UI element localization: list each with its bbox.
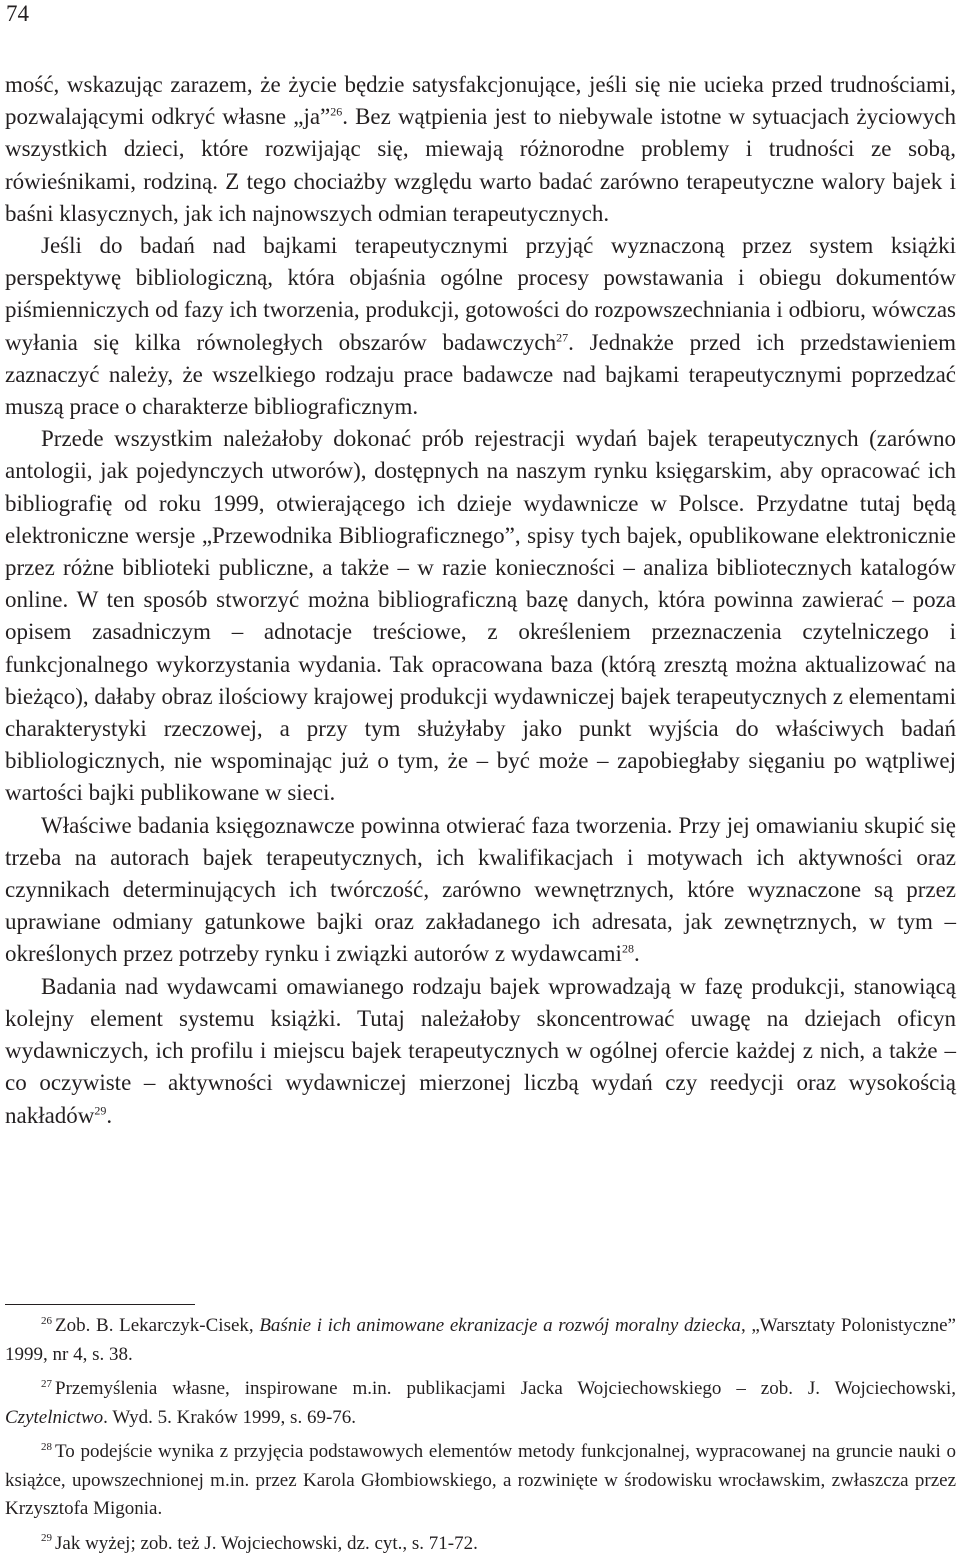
paragraph-1	[5, 69, 956, 230]
footnote-number: 29	[41, 1532, 52, 1545]
footnotes	[5, 1312, 956, 1564]
paragraph-text: . Bez wątpienia jest to niebywale istotne w sytuacjach życiowych wszystkich dzieci, które rozwijając się, miewają różnorodne problemy i trudności ze sobą, rówieśnikami, rodziną. Z tego chociażby względu warto badać zarówno terapeutyczne walory bajek i baśni klasycznych, jak ich najnowszych odmian terapeutycznych.	[5, 104, 956, 226]
paragraph-text: mość, wskazując zarazem, że życie będzie satysfakcjonujące, jeśli się nie ucieka przed trudnościami, pozwalającymi odkryć własne „ja”	[5, 72, 956, 130]
footnote-divider	[5, 1304, 195, 1305]
footnote-number: 26	[41, 1314, 52, 1327]
footnote-title: Czytelnictwo	[5, 1406, 104, 1428]
paragraph-text: Jeśli do badań nad bajkami terapeutycznymi przyjąć wyznaczoną przez system książki perspektywę bibliologiczną, która objaśnia ogólne procesy powstawania i obiegu dokumentów piśmienniczych od fazy ich tworzenia, produkcji, gotowości do rozpowszechniania i odbioru, wówczas wyłania się kilka równoległych obszarów badawczych	[5, 233, 956, 355]
footnote-number: 28	[41, 1440, 52, 1453]
footnote-text: Przemyślenia własne, inspirowane m.in. publikacjami Jacka Wojciechowskiego – zob. J. Wojciechowski,	[55, 1378, 956, 1399]
footnote-number: 27	[41, 1377, 52, 1390]
paragraph-text: Badania nad wydawcami omawianego rodzaju bajek wprowadzają w fazę produkcji, stanowiącą kolejny element systemu książki. Tutaj należałoby skoncentrować uwagę na dziejach oficyn wydawniczych, ich profilu i miejscu bajek terapeutycznych w ogólnej ofercie każdej z nich, a także – co oczywiste – aktywności wydawniczej mierzonej liczbą wydań czy reedycji oraz wysokością nakładów	[5, 973, 956, 1128]
paragraph-4	[5, 810, 956, 971]
page-number: 74	[6, 1, 29, 26]
paragraph-2	[5, 230, 956, 423]
footnote-text: . Wyd. 5. Kraków 1999, s. 69-76.	[103, 1406, 357, 1428]
paragraph-text: .	[633, 941, 640, 967]
paragraph-text: .	[106, 1102, 113, 1128]
paragraph-text: Przede wszystkim należałoby dokonać prób rejestracji wydań bajek terapeutycznych (zarówno antologii, jak pojedynczych utworów), dostępnych na naszym rynku księgarskim, aby opracować ich bibliografię od roku 1999, otwierającego ich dzieje wydawnicze w Polsce. Przydatne tutaj będą elektroniczne wersje „Przewodnika Bibliograficznego”, spisy tych bajek, opublikowane elektronicznie przez różne biblioteki publiczne, a także – w razie konieczności – analiza bibliotecznych katalogów online. W ten sposób stworzyć można bibliograficzną bazę danych, która powinna zawierać – poza opisem zasadniczym – adnotacje treściowe, z określeniem przeznaczenia czytelniczego i funkcjonalnego wykorzystania wydania. Tak opracowana baza (którą zresztą można aktualizować na bieżąco), dałaby obraz ilościowy krajowej produkcji wydawniczej bajek terapeutycznych z elementami charakterystyki rzeczowej, a przy tym służyłaby jako punkt wyjścia do właściwych badań bibliologicznych, nie wspominając już o tym, że – być może – zapobiegłaby sięganiu po wątpliwej wartości bajki publikowane w sieci.	[5, 426, 956, 806]
paragraph-text: . Jednakże przed ich przedstawieniem zaznaczyć należy, że wszelkiego rodzaju prace badawcze nad bajkami terapeutycznymi poprzedzać muszą prace o charakterze bibliograficznym.	[5, 329, 956, 420]
footnote-27	[5, 1375, 956, 1432]
footnote-ref-29[interactable]: 29	[94, 1102, 107, 1117]
paragraph-3	[5, 423, 956, 809]
footnote-text: Jak wyżej; zob. też J. Wojciechowski, dz. cyt., s. 71-72.	[55, 1532, 478, 1554]
body-text	[5, 69, 956, 1132]
paragraph-5	[5, 971, 956, 1132]
paragraph-text: Właściwe badania księgoznawcze powinna otwierać faza tworzenia. Przy jej omawianiu skupić się trzeba na autorach bajek terapeutycznych, ich kwalifikacjach i motywach ich aktywności oraz czynnikach determinujących ich twórczość, zarówno wewnętrznych, które wyznaczone są przez uprawiane odmiany gatunkowe bajki oraz zakładanego ich adresata, jak zewnętrznych, w tym – określonych przez potrzeby rynku i związki autorów z wydawcami	[5, 812, 956, 967]
footnote-29	[5, 1530, 956, 1559]
footnote-ref-26[interactable]: 26	[330, 104, 343, 119]
footnote-text: Zob. B. Lekarczyk-Cisek,	[55, 1315, 260, 1336]
footnote-ref-28[interactable]: 28	[621, 941, 634, 956]
footnote-28	[5, 1438, 956, 1524]
footnote-title: Baśnie i ich animowane ekranizacje a rozwój moralny dziecka	[259, 1315, 741, 1336]
footnote-26	[5, 1312, 956, 1369]
footnote-text: To podejście wynika z przyjęcia podstawowych elementów metody funkcjonalnej, wypracowanej na gruncie nauki o książce, upowszechnionej m.in. przez Karola Głombiowskiego, a rozwinięte w środowisku wrocławskim, zwłaszcza przez Krzysztofa Migonia.	[5, 1441, 956, 1519]
footnote-ref-27[interactable]: 27	[556, 329, 569, 344]
footnote-text: , „Warsztaty Polonistyczne” 1999, nr 4, s. 38.	[5, 1315, 956, 1365]
